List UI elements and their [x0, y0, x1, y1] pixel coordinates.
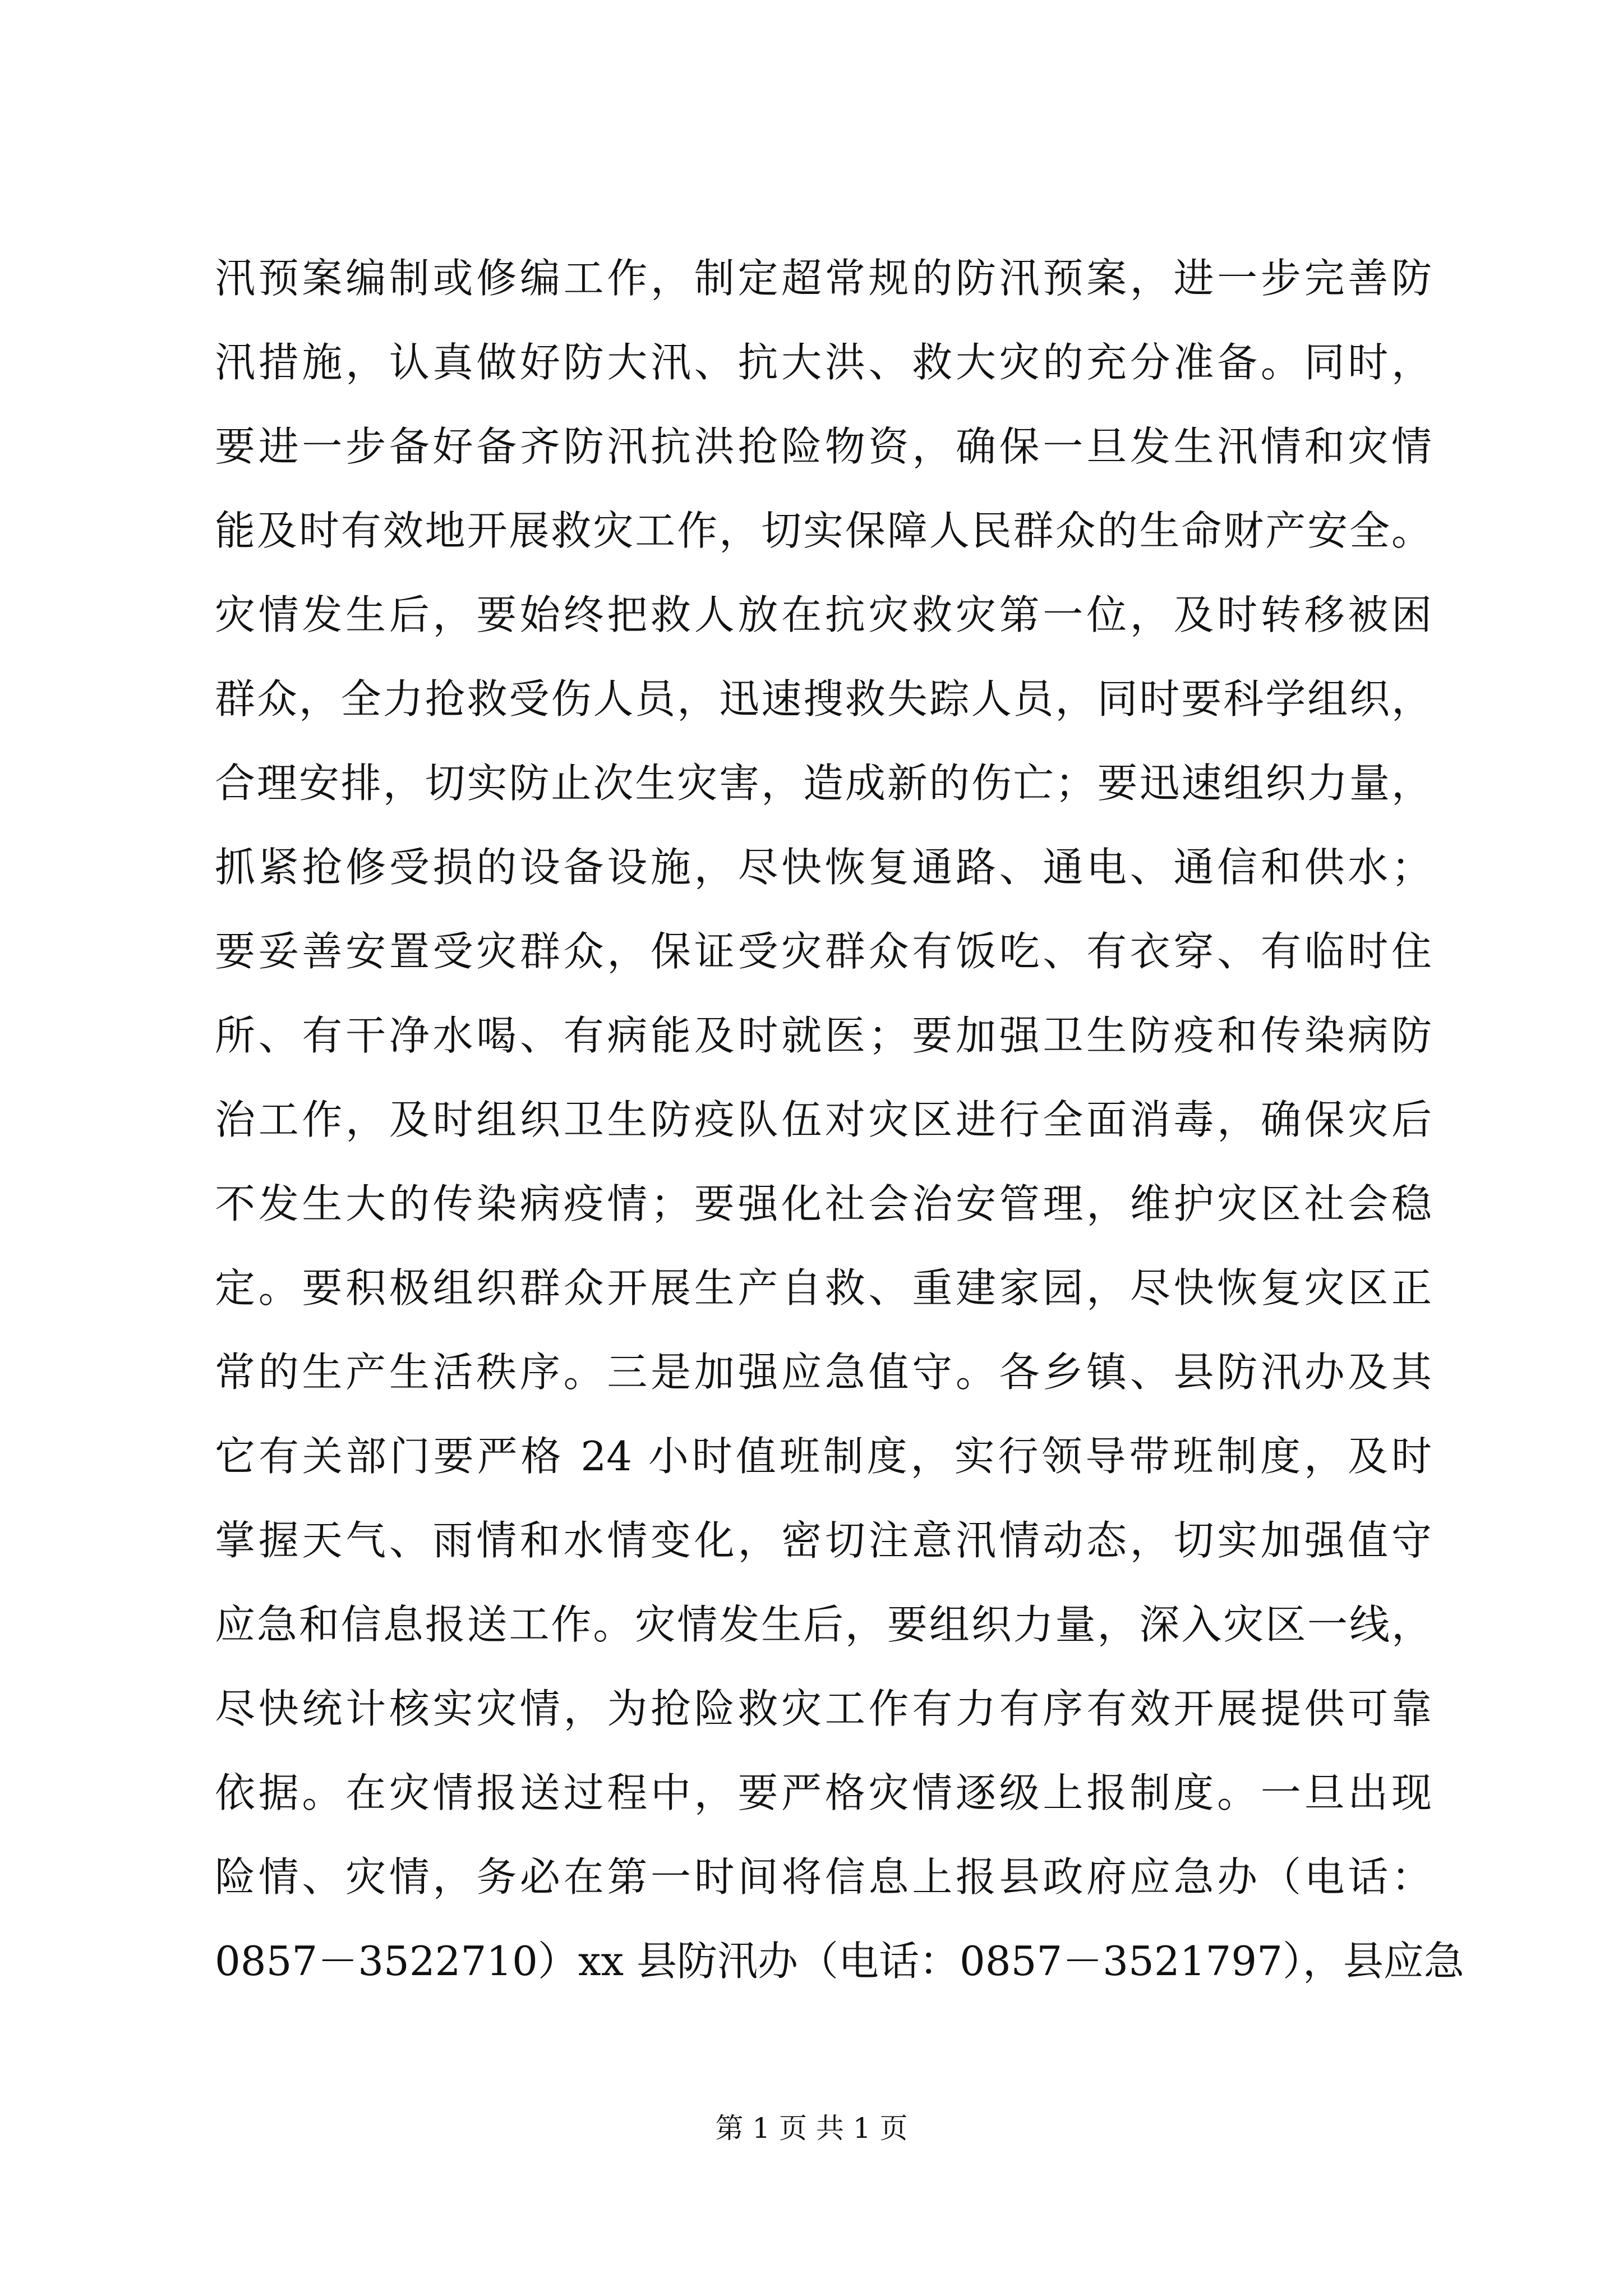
text-line-14: 常的生产生活秩序。三是加强应急值守。各乡镇、县防汛办及其: [215, 1349, 1432, 1396]
text-line-9: 要妥善安置受灾群众，保证受灾群众有饭吃、有衣穿、有临时住: [215, 928, 1432, 975]
body-text: [215, 255, 1464, 2025]
text-line-13: 定。要积极组织群众开展生产自救、重建家园，尽快恢复灾区正: [215, 1264, 1432, 1312]
text-line-19: 依据。在灾情报送过程中，要严格灾情逐级上报制度。一旦出现: [215, 1769, 1432, 1816]
text-line-18: 尽快统计核实灾情，为抢险救灾工作有力有序有效开展提供可靠: [215, 1685, 1432, 1732]
text-line-15: 它有关部门要严格 24 小时值班制度，实行领导带班制度，及时: [215, 1433, 1432, 1480]
page-footer: [0, 2111, 1623, 2145]
text-line-12: 不发生大的传染病疫情；要强化社会治安管理，维护灾区社会稳: [215, 1180, 1432, 1227]
text-line-4: 能及时有效地开展救灾工作，切实保障人民群众的生命财产安全。: [215, 507, 1432, 554]
text-line-7: 合理安排，切实防止次生灾害，造成新的伤亡；要迅速组织力量，: [215, 760, 1432, 807]
text-line-6: 群众，全力抢救受伤人员，迅速搜救失踪人员，同时要科学组织，: [215, 675, 1432, 723]
text-line-17: 应急和信息报送工作。灾情发生后，要组织力量，深入灾区一线，: [215, 1601, 1432, 1648]
text-line-5: 灾情发生后，要始终把救人放在抗灾救灾第一位，及时转移被困: [215, 591, 1432, 638]
text-line-11: 治工作，及时组织卫生防疫队伍对灾区进行全面消毒，确保灾后: [215, 1096, 1432, 1143]
text-line-16: 掌握天气、雨情和水情变化，密切注意汛情动态，切实加强值守: [215, 1517, 1432, 1564]
text-line-21: 0857－3522710）xx 县防汛办（电话：0857－3521797），县应急: [215, 1938, 1464, 1985]
text-line-2: 汛措施，认真做好防大汛、抗大洪、救大灾的充分准备。同时，: [215, 339, 1432, 386]
text-line-20: 险情、灾情，务必在第一时间将信息上报县政府应急办（电话：: [215, 1853, 1432, 1901]
text-line-10: 所、有干净水喝、有病能及时就医；要加强卫生防疫和传染病防: [215, 1012, 1432, 1059]
text-line-3: 要进一步备好备齐防汛抗洪抢险物资，确保一旦发生汛情和灾情: [215, 423, 1432, 470]
text-line-8: 抓紧抢修受损的设备设施，尽快恢复通路、通电、通信和供水；: [215, 844, 1432, 891]
text-line-1: 汛预案编制或修编工作，制定超常规的防汛预案，进一步完善防: [215, 255, 1432, 302]
page-number-label: 第 1 页 共 1 页: [715, 2112, 908, 2145]
